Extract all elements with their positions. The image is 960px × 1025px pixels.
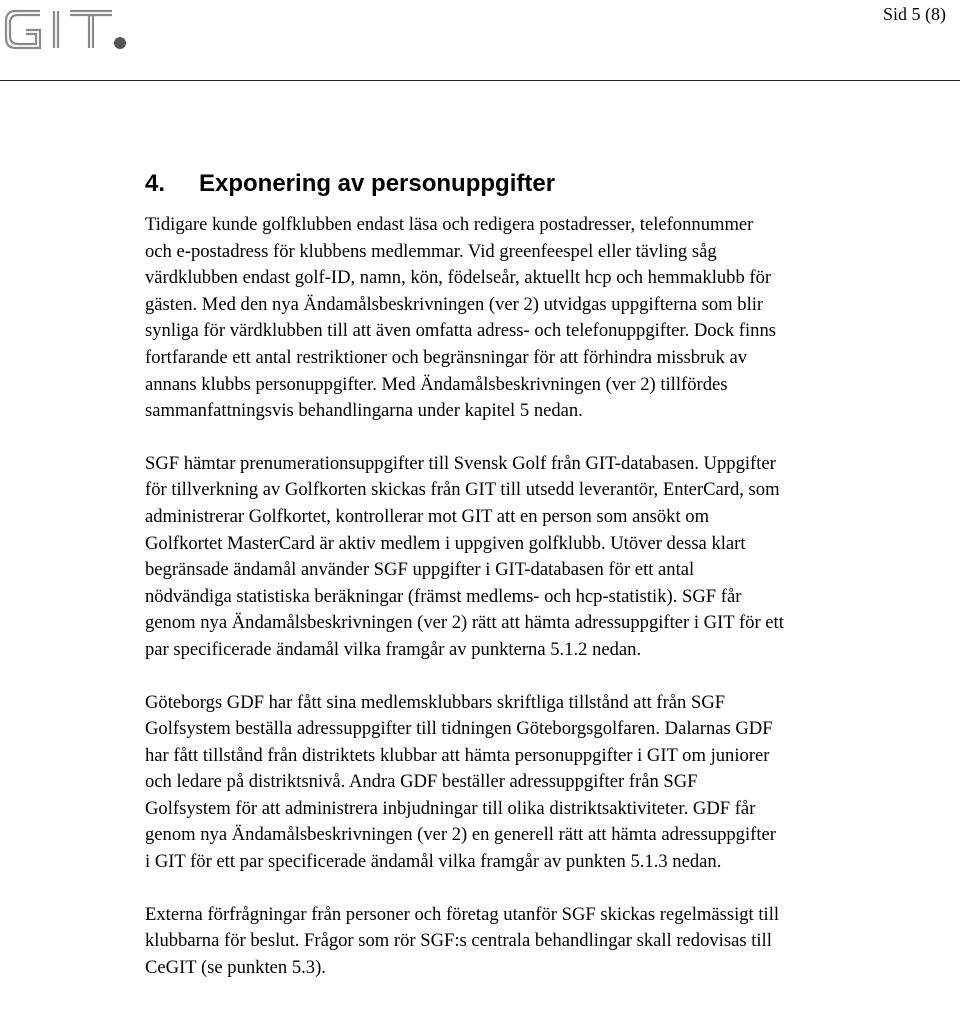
text-line: och e-postadress för klubbens medlemmar. Vid greenfeespel eller tävling såg — [145, 240, 717, 262]
logo-dot-icon — [114, 37, 126, 49]
text-line: Externa förfrågningar från personer och företag utanför SGF skickas regelmässigt till — [145, 903, 780, 925]
text-line: genom nya Ändamålsbeskrivningen (ver 2) en generell rätt att hämta adressuppgifter — [145, 824, 776, 846]
text-line: CeGIT (se punkten 5.3). — [145, 956, 326, 978]
header-divider — [0, 80, 960, 81]
text-line: för tillverkning av Golfkorten skickas från GIT till utsedd leverantör, EnterCard, som — [145, 479, 780, 501]
section-heading — [145, 170, 555, 198]
text-line: Golfsystem beställa adressuppgifter till tidningen Göteborgsgolfaren. Dalarnas GDF — [145, 718, 773, 740]
text-line: i GIT för ett par specificerade ändamål vilka framgår av punkten 5.1.3 nedan. — [145, 851, 722, 873]
text-line: fortfarande ett antal restriktioner och begränsningar för att förhindra missbruk av — [145, 346, 748, 368]
text-line: synliga för värdklubben till att även omfatta adress- och telefonuppgifter. Dock finns — [145, 320, 776, 342]
text-line: gästen. Med den nya Ändamålsbeskrivningen (ver 2) utvidgas uppgifterna som blir — [145, 293, 764, 315]
text-line: SGF hämtar prenumerationsuppgifter till Svensk Golf från GIT-databasen. Uppgifter — [145, 452, 776, 474]
paragraph-3 — [145, 690, 955, 876]
text-line: begränsade ändamål använder SGF uppgifter i GIT-databasen för ett antal — [145, 559, 695, 581]
text-line: Tidigare kunde golfklubben endast läsa och redigera postadresser, telefonnummer — [145, 214, 754, 235]
document-body — [145, 212, 955, 1007]
text-line: nödvändiga statistiska beräkningar (främst medlems- och hcp-statistik). SGF får — [145, 585, 742, 607]
text-line: har fått tillstånd från distriktets klubbar att hämta personuppgifter i GIT om juniorer — [145, 744, 770, 766]
text-line: och ledare på distriktsnivå. Andra GDF beställer adressuppgifter från SGF — [145, 771, 698, 793]
paragraph-4 — [145, 902, 955, 982]
text-line: värdklubben endast golf-ID, namn, kön, födelseår, aktuellt hcp och hemmaklubb för — [145, 267, 772, 289]
text-line: klubbarna för beslut. Frågor som rör SGF:s centrala behandlingar skall redovisas till — [145, 930, 772, 952]
text-line: administrerar Golfkortet, kontrollerar mot GIT att en person som ansökt om — [145, 505, 710, 527]
paragraph-1 — [145, 212, 955, 425]
section-number: 4. — [145, 170, 166, 197]
text-line: annans klubbs personuppgifter. Med Ändamålsbeskrivningen (ver 2) tillfördes — [145, 373, 728, 395]
text-line: par specificerade ändamål vilka framgår av punkterna 5.1.2 nedan. — [145, 638, 642, 660]
paragraph-2 — [145, 451, 955, 664]
page-number: Sid 5 (8) — [883, 4, 946, 24]
section-title: Exponering av personuppgifter — [199, 170, 556, 197]
text-line: sammanfattningsvis behandlingarna under kapitel 5 nedan. — [145, 400, 583, 422]
text-line: Golfsystem för att administrera inbjudningar till olika distriktsaktiviteter. GDF får — [145, 797, 756, 819]
text-line: genom nya Ändamålsbeskrivningen (ver 2) rätt att hämta adressuppgifter i GIT för ett — [145, 612, 784, 634]
text-line: Göteborgs GDF har fått sina medlemsklubbars skriftliga tillstånd att från SGF — [145, 691, 726, 713]
git-logo — [2, 2, 132, 52]
text-line: Golfkortet MasterCard är aktiv medlem i uppgiven golfklubb. Utöver dessa klart — [145, 532, 746, 554]
